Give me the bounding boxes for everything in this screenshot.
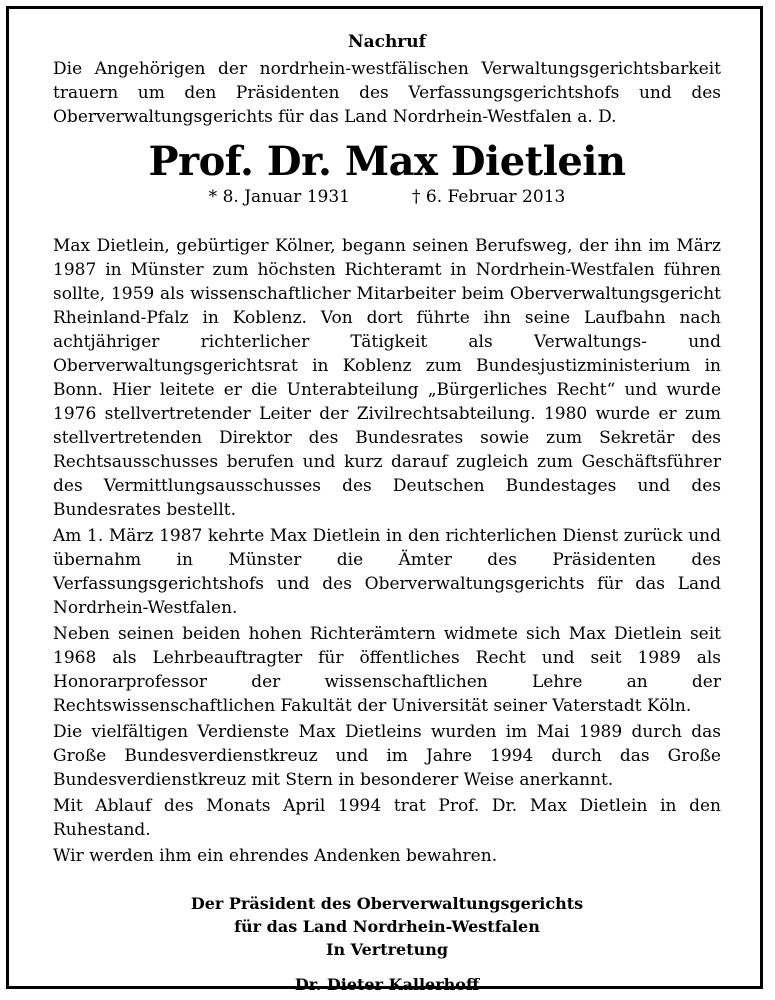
signature-court: für das Land Nordrhein-Westfalen xyxy=(234,917,540,936)
birth-date: * 8. Januar 1931 xyxy=(208,187,350,207)
intro-text: Die Angehörigen der nordrhein-westfälischen Verwaltungsgerichtsbarkeit trauern um den Präsidenten des Verfassungsgerichtshofs und des Oberverwaltungsgerichts für das Land Nordrhein-Westfalen a. D. xyxy=(53,59,721,127)
body-paragraph: Max Dietlein, gebürtiger Kölner, begann seinen Berufsweg, der ihn im März 1987 in Münster zum höchsten Richteramt in Nordrhein-Westfalen führen sollte, 1959 als wissenschaftlicher Mitarbeiter beim Oberverwaltungsgericht Rheinland-Pfalz in Koblenz. Von dort führte ihn seine Laufbahn nach achtjähriger richterlicher Tätigkeit als Verwaltungs- und Oberverwaltungsgerichtsrat in Koblenz zum Bundesjustizministerium in Bonn. Hier leitete er die Unterabteilung „Bürgerliches Recht“ und wurde 1976 stellvertretender Leiter der Zivilrechtsabteilung. 1980 wurde er zum stellvertretenden Direktor des Bundesrates sowie zum Sekretär des Rechtsausschusses berufen und kurz darauf zugleich zum Geschäftsführer des Vermittlungsausschusses des Deutschen Bundestages und des Bundesrates bestellt. xyxy=(53,236,721,520)
body-paragraph: Die vielfältigen Verdienste Max Dietleins wurden im Mai 1989 durch das Große Bundesverdienstkreuz und im Jahre 1994 durch das Große Bundesverdienstkreuz mit Stern in besonderer Weise anerkannt. xyxy=(53,722,721,790)
body-paragraph: Neben seinen beiden hohen Richterämtern widmete sich Max Dietlein seit 1968 als Lehrbeauftragter für öffentliches Recht und seit 1989 als Honorarprofessor der wissenschaftlichen Lehre an der Rechtswissenschaftlichen Fakultät der Universität seiner Vaterstadt Köln. xyxy=(53,624,721,716)
death-date: † 6. Februar 2013 xyxy=(411,187,566,207)
life-dates xyxy=(53,185,721,209)
body-paragraph: Mit Ablauf des Monats April 1994 trat Prof. Dr. Max Dietlein in den Ruhestand. xyxy=(53,796,721,840)
obituary-notice xyxy=(53,30,721,996)
obituary-body xyxy=(53,234,721,868)
body-paragraph: Wir werden ihm ein ehrendes Andenken bewahren. xyxy=(53,846,498,866)
signature-representation: In Vertretung xyxy=(325,940,449,959)
signer-name: Dr. Dieter Kallerhoff xyxy=(294,975,480,994)
signature-title: Der Präsident des Oberverwaltungsgerichts xyxy=(190,894,584,913)
body-paragraph: Am 1. März 1987 kehrte Max Dietlein in den richterlichen Dienst zurück und übernahm in Münster die Ämter des Präsidenten des Verfassungsgerichtshofs und des Oberverwaltungsgerichts für das Land Nordrhein-Westfalen. xyxy=(53,526,721,618)
signature-block xyxy=(53,892,721,996)
deceased-name: Prof. Dr. Max Dietlein xyxy=(148,138,626,185)
notice-title: Nachruf xyxy=(348,32,426,52)
